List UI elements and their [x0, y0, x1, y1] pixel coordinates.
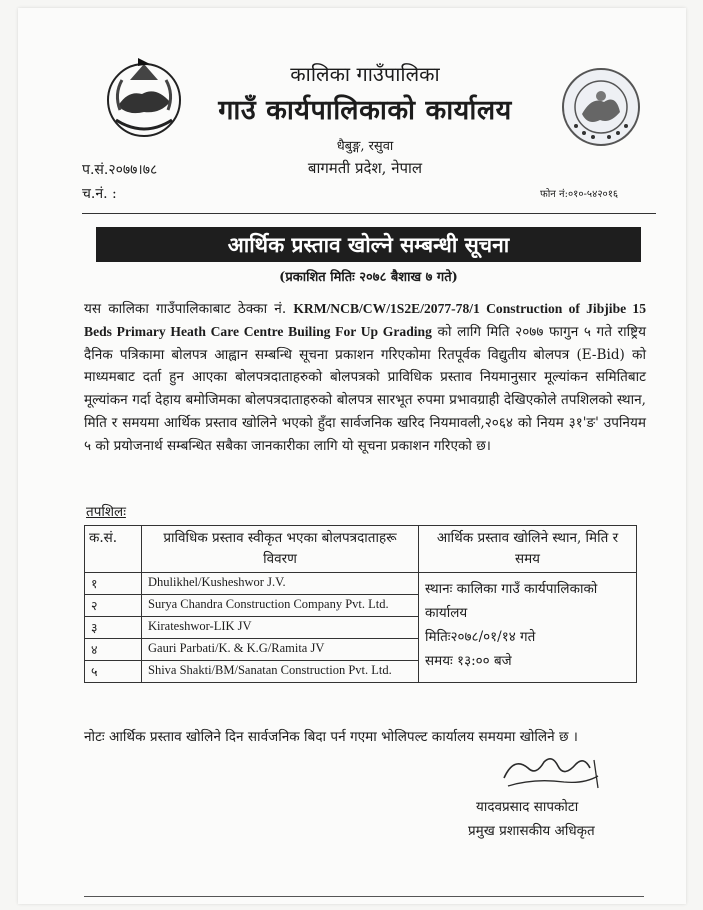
header-divider — [82, 213, 656, 214]
handwritten-signature — [494, 748, 614, 796]
row-firm: Dhulikhel/Kusheshwor J.V. — [142, 573, 419, 595]
phone-number: फोन नं:०१०-५४२०१६ — [540, 189, 619, 200]
address-line-1: धैबुङ्ग, रसुवा — [336, 139, 394, 154]
table-row — [85, 573, 637, 595]
row-firm: Gauri Parbati/K. & K.G/Ramita JV — [142, 639, 419, 661]
table-header-row — [85, 526, 637, 573]
office-name: कालिका गाउँपालिका — [290, 62, 440, 86]
opening-date: मितिः२०७८/०१/१४ गते — [425, 629, 536, 645]
address-line-2: बागमती प्रदेश, नेपाल — [307, 159, 423, 177]
contract-reference: KRM/NCB/CW/1S2E/2077-78/1 Construction of Jibjibe 15 Beds Primary Heath Care Centre Builing For Up Grading — [84, 301, 646, 339]
kalika-rural-municipality-seal-icon — [560, 66, 642, 148]
row-firm: Surya Chandra Construction Company Pvt. Ltd. — [142, 595, 419, 617]
header-place: आर्थिक प्रस्ताव खोलिने स्थान, मिति र समय — [419, 526, 637, 573]
opening-place: स्थानः कालिका गाउँ कार्यपालिकाको कार्यालय — [425, 581, 598, 621]
notice-title: आर्थिक प्रस्ताव खोल्ने सम्बन्धी सूचना — [96, 227, 641, 262]
body-rest: को लागि मिति २०७७ फागुन ५ गते राष्ट्रिय दैनिक पत्रिकामा बोलपत्र आह्वान सम्बन्धि सूचना प्रकाशन गरिएकोमा रितपूर्वक विद्युतीय बोलपत्र (E-Bid) को माध्यमबाट दर्ता हुन आएका बोलपत्रदाताहरुको बोलपत्रको प्राविधिक प्रस्ताव नियमानुसार मूल्यांकन समितिबाट मूल्यांकन गर्दा देहाय बमोजिमका बोलपत्रदाताहरुको बोलपत्र सारभूत रुपमा प्रभावग्राही देखिएकोले तपशिलको स्थान, मिति र समयमा आर्थिक प्रस्ताव खोलिने भएको हुँदा सार्वजनिक खरिद नियमावली,२०६४ को नियम ३१'ङ' उपनियम ५ को प्रयोजनार्थ सम्बन्धित सबैका जानकारीका लागि यो सूचना प्रकाशन गरिएको छ। — [84, 323, 646, 454]
office-title: गाउँ कार्यपालिकाको कार्यालय — [218, 95, 512, 126]
published-date: (प्रकाशित मितिः २०७८ बैशाख ७ गते) — [279, 270, 458, 285]
signatory-title: प्रमुख प्रशासकीय अधिकृत — [468, 823, 595, 839]
row-sn: १ — [85, 573, 142, 595]
header-sn: क.सं. — [85, 526, 142, 573]
reference-number: प.सं.२०७७।७८ — [82, 162, 158, 178]
signatory-name: यादवप्रसाद सापकोटा — [476, 799, 579, 815]
details-label: तपशिलः — [86, 504, 126, 520]
row-sn: ३ — [85, 617, 142, 639]
body-intro: यस कालिका गाउँपालिकाबाट ठेक्का नं. — [84, 301, 294, 317]
opening-time: समयः १३:०० बजे — [425, 653, 512, 669]
row-firm: Kirateshwor-LIK JV — [142, 617, 419, 639]
bidders-table — [84, 525, 637, 683]
note-text: नोटः आर्थिक प्रस्ताव खोलिने दिन सार्वजनिक बिदा पर्न गएमा भोलिपल्ट कार्यालय समयमा खोलिने छ । — [84, 729, 578, 745]
row-sn: ४ — [85, 639, 142, 661]
nepal-government-emblem-icon — [98, 50, 190, 142]
dispatch-number: च.नं. : — [82, 186, 117, 202]
opening-details — [419, 573, 637, 683]
footer-divider — [84, 896, 644, 897]
row-firm: Shiva Shakti/BM/Sanatan Construction Pvt. Ltd. — [142, 661, 419, 683]
row-sn: २ — [85, 595, 142, 617]
row-sn: ५ — [85, 661, 142, 683]
notice-body — [84, 298, 646, 458]
header-firm: प्राविधिक प्रस्ताव स्वीकृत भएका बोलपत्रदाताहरू विवरण — [142, 526, 419, 573]
